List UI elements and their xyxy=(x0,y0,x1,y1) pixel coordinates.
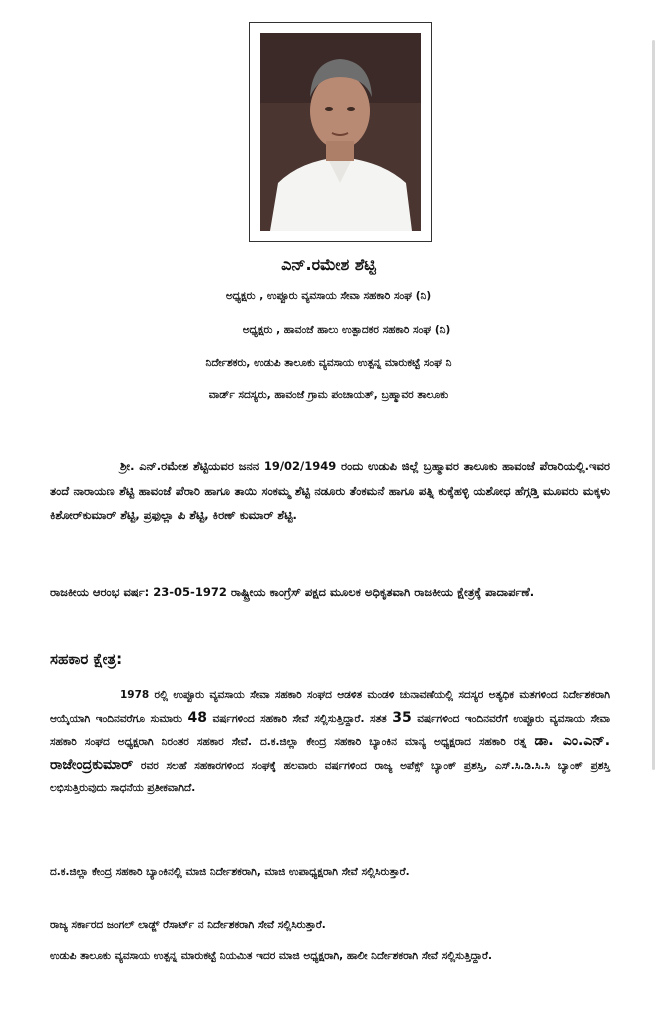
political-paragraph: ರಾಜಕೀಯ ಆರಂಭ ವರ್ಷ: 23-05-1972 ರಾಷ್ಟ್ರೀಯ ಕಾಂಗ್ರೆಸ್ ಪಕ್ಷದ ಮೂಲಕ ಅಧಿಕೃತವಾಗಿ ರಾಜಕೀಯ ಕ್ಷೇತ್ರಕ್ಕೆ ಪಾದಾರ್ಪಣೆ. xyxy=(50,585,535,599)
portrait-frame xyxy=(249,22,432,242)
coop-years-35: 35 xyxy=(392,709,412,726)
cooperative-paragraph-3: ರಾಜ್ಯ ಸರ್ಕಾರದ ಜಂಗಲ್ ಲಾಡ್ಜ್ ರೆಸಾರ್ಟ್ ನ ನಿರ್ದೇಶಕರಾಗಿ ಸೇವೆ ಸಲ್ಲಿಸಿರುತ್ತಾರೆ. xyxy=(50,919,326,931)
role-line-1: ಅಧ್ಯಕ್ಷರು , ಉಪ್ಪೂರು ವ್ಯವಸಾಯ ಸೇವಾ ಸಹಕಾರಿ ಸಂಘ (ನಿ) xyxy=(225,290,432,302)
coop-person-name: ಡಾ. ಎಂ.ಎನ್. ರಾಜೇಂದ್ರಕುಮಾರ್ xyxy=(50,733,611,773)
cooperative-paragraph-4: ಉಡುಪಿ ತಾಲೂಕು ವ್ಯವಸಾಯ ಉತ್ಪನ್ನ ಮಾರುಕಟ್ಟೆ ನಿಯಮಿತ ಇದರ ಮಾಜಿ ಅಧ್ಯಕ್ಷರಾಗಿ, ಹಾಲೀ ನಿರ್ದೇಶಕರಾಗಿ ಸೇವೆ ಸಲ್ಲಿಸುತ್ತಿದ್ದಾರೆ. xyxy=(50,950,492,962)
role-line-2: ಅಧ್ಯಕ್ಷರು , ಹಾವಂಜೆ ಹಾಲು ಉತ್ಪಾದಕರ ಸಹಕಾರಿ ಸಂಘ (ನಿ) xyxy=(242,324,451,336)
person-name: ಎನ್.ರಮೇಶ ಶೆಟ್ಟಿ xyxy=(281,255,376,274)
coop-years-48: 48 xyxy=(187,709,207,726)
cooperative-heading: ಸಹಕಾರ ಕ್ಷೇತ್ರ: xyxy=(50,650,123,668)
role-line-4: ವಾರ್ಡ್ ಸದಸ್ಯರು, ಹಾವಂಜೆ ಗ್ರಾಮ ಪಂಚಾಯತ್, ಬ್ರಹ್ಮಾವರ ತಾಲೂಕು xyxy=(208,389,449,401)
coop-text-d: ರವರ ಸಲಹೆ ಸಹಕಾರಗಳಿಂದ ಸಂಘಕ್ಕೆ ಹಲವಾರು ವರ್ಷಗಳಿಂದ ರಾಜ್ಯ ಅಪೆಕ್ಸ್ ಬ್ಯಾಂಕ್ ಪ್ರಶಸ್ತಿ, ಎಸ್.ಸಿ.ಡಿ.ಸಿ.ಸಿ ಬ್ಯಾಂಕ್ ಪ್ರಶಸ್ತಿ ಲಭಿಸುತ್ತಿರುವುದು ಸಾಧನೆಯ ಪ್ರತೀಕವಾಗಿದೆ. xyxy=(50,759,610,794)
bio-intro-paragraph xyxy=(50,454,610,528)
coop-text-a: 1978 ರಲ್ಲಿ ಉಪ್ಪೂರು ವ್ಯವಸಾಯ ಸೇವಾ ಸಹಕಾರಿ ಸಂಘದ ಆಡಳಿತ ಮಂಡಳಿ ಚುನಾವಣೆಯಲ್ಲಿ ಸದಸ್ಯರ ಅತ್ಯಧಿಕ ಮತಗಳಿಂದ ನಿರ್ದೇಶಕರಾಗಿ ಆಯ್ಕೆಯಾಗಿ ಇಂದಿನವರೆಗೂ ಸುಮಾರು xyxy=(50,689,610,725)
scrollbar[interactable] xyxy=(652,40,655,770)
bio-intro-text: ಶ್ರೀ. ಎನ್.ರಮೇಶ ಶೆಟ್ಟಿಯವರ ಜನನ 19/02/1949 ರಂದು ಉಡುಪಿ ಜಿಲ್ಲೆ ಬ್ರಹ್ಮಾವರ ತಾಲೂಕು ಹಾವಂಜೆ ಪೆರಾರಿಯಲ್ಲಿ.ಇವರ ತಂದೆ ನಾರಾಯಣ ಶೆಟ್ಟಿ ಹಾವಂಜೆ ಪೆರಾರಿ ಹಾಗೂ ತಾಯಿ ಸಂಕಮ್ಮ ಶೆಟ್ಟಿ ನಡೂರು ತೆಂಕಮನೆ ಹಾಗೂ ಪತ್ನಿ ಕುಕ್ಕೆಹಳ್ಳಿ ಯಶೋಧ ಹೆಗ್ಗಡ್ತಿ ಮೂವರು ಮಕ್ಕಳು ಕಿಶೋರ್‌ಕುಮಾರ್ ಶೆಟ್ಟಿ, ಪ್ರಫುಲ್ಲಾ ಪಿ ಶೆಟ್ಟಿ, ಕಿರಣ್ ಕುಮಾರ್ ಶೆಟ್ಟಿ. xyxy=(50,459,610,522)
coop-text-b: ವರ್ಷಗಳಿಂದ ಸಹಕಾರಿ ಸೇವೆ ಸಲ್ಲಿಸುತ್ತಿದ್ದಾರೆ. ಸತತ xyxy=(207,712,393,725)
portrait-photo xyxy=(260,33,421,231)
cooperative-paragraph-1 xyxy=(50,684,610,800)
coop-text-c: ವರ್ಷಗಳಿಂದ ಇಂದಿನವರೆಗೆ ಉಪ್ಪೂರು ವ್ಯವಸಾಯ ಸೇವಾ ಸಹಕಾರಿ ಸಂಘದ ಅಧ್ಯಕ್ಷರಾಗಿ ನಿರಂತರ ಸಹಕಾರ ಸೇವೆ. ದ.ಕ.ಜಿಲ್ಲಾ ಕೇಂದ್ರ ಸಹಕಾರಿ ಬ್ಯಾಂಕಿನ ಮಾನ್ಯ ಅಧ್ಯಕ್ಷರಾದ ಸಹಕಾರಿ ರತ್ನ xyxy=(50,712,610,748)
role-line-3: ನಿರ್ದೇಶಕರು, ಉಡುಪಿ ತಾಲೂಕು ವ್ಯವಸಾಯ ಉತ್ಪನ್ನ ಮಾರುಕಟ್ಟೆ ಸಂಘ ನಿ xyxy=(205,357,452,369)
cooperative-paragraph-2: ದ.ಕ.ಜಿಲ್ಲಾ ಕೇಂದ್ರ ಸಹಕಾರಿ ಬ್ಯಾಂಕಿನಲ್ಲಿ ಮಾಜಿ ನಿರ್ದೇಶಕರಾಗಿ, ಮಾಜಿ ಉಪಾಧ್ಯಕ್ಷರಾಗಿ ಸೇವೆ ಸಲ್ಲಿಸಿರುತ್ತಾರೆ. xyxy=(50,866,410,878)
